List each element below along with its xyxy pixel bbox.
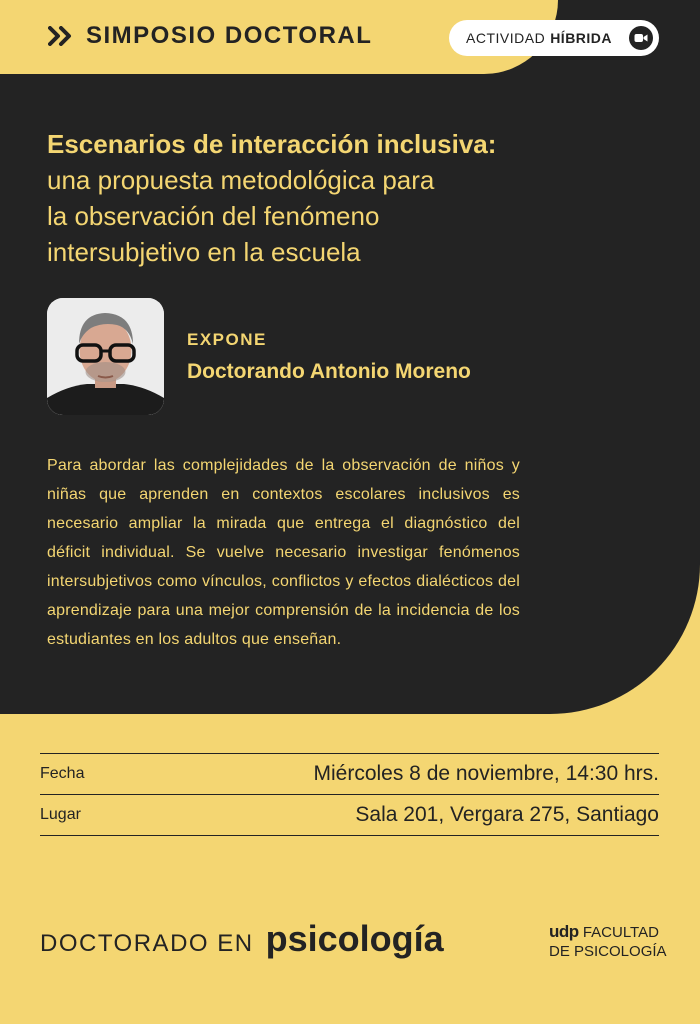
- program-discipline: psicología: [265, 918, 444, 959]
- program-prefix: DOCTORADO EN: [40, 930, 254, 957]
- talk-title-line: una propuesta metodológica para: [47, 165, 435, 195]
- badge-mode: HÍBRIDA: [550, 30, 613, 46]
- talk-title-main: Escenarios de interacción inclusiva:: [47, 129, 497, 159]
- location-label: Lugar: [40, 806, 81, 823]
- hybrid-activity-badge: [449, 20, 659, 56]
- talk-title-line: la observación del fenómeno: [47, 201, 380, 231]
- date-row: [40, 754, 659, 795]
- program-name: [40, 918, 444, 960]
- event-details: [40, 753, 659, 836]
- speaker-label: EXPONE: [187, 330, 267, 349]
- faculty-logo: [549, 922, 667, 961]
- badge-prefix: ACTIVIDAD: [466, 30, 546, 46]
- talk-abstract: Para abordar las complejidades de la observación de niños y niñas que aprenden en contextos escolares inclusivos es necesario ampliar la mirada que entrega el diagnóstico del déficit individual. Se vuelve necesario investigar fenómenos intersubjetivos como vínculos, conflictos y efectos dialécticos del aprendizaje para una mejor comprensión de la incidencia de los estudiantes en los adultos que enseñan.: [47, 457, 520, 648]
- udp-logo-mark: udp: [549, 922, 579, 941]
- faculty-line-1: FACULTAD: [582, 924, 659, 941]
- talk-title: [47, 126, 607, 270]
- faculty-line-2: DE PSICOLOGÍA: [549, 943, 667, 960]
- location-row: [40, 795, 659, 836]
- speaker-photo: [47, 298, 164, 415]
- event-type-header: [48, 22, 372, 50]
- location-value: Sala 201, Vergara 275, Santiago: [355, 803, 659, 826]
- date-value: Miércoles 8 de noviembre, 14:30 hrs.: [313, 762, 659, 785]
- video-camera-icon: [629, 26, 653, 50]
- double-chevron-right-icon: [48, 26, 74, 46]
- date-label: Fecha: [40, 765, 85, 782]
- speaker-name: Doctorando Antonio Moreno: [187, 360, 471, 383]
- event-type-label: SIMPOSIO DOCTORAL: [86, 22, 373, 49]
- talk-title-line: intersubjetivo en la escuela: [47, 237, 361, 267]
